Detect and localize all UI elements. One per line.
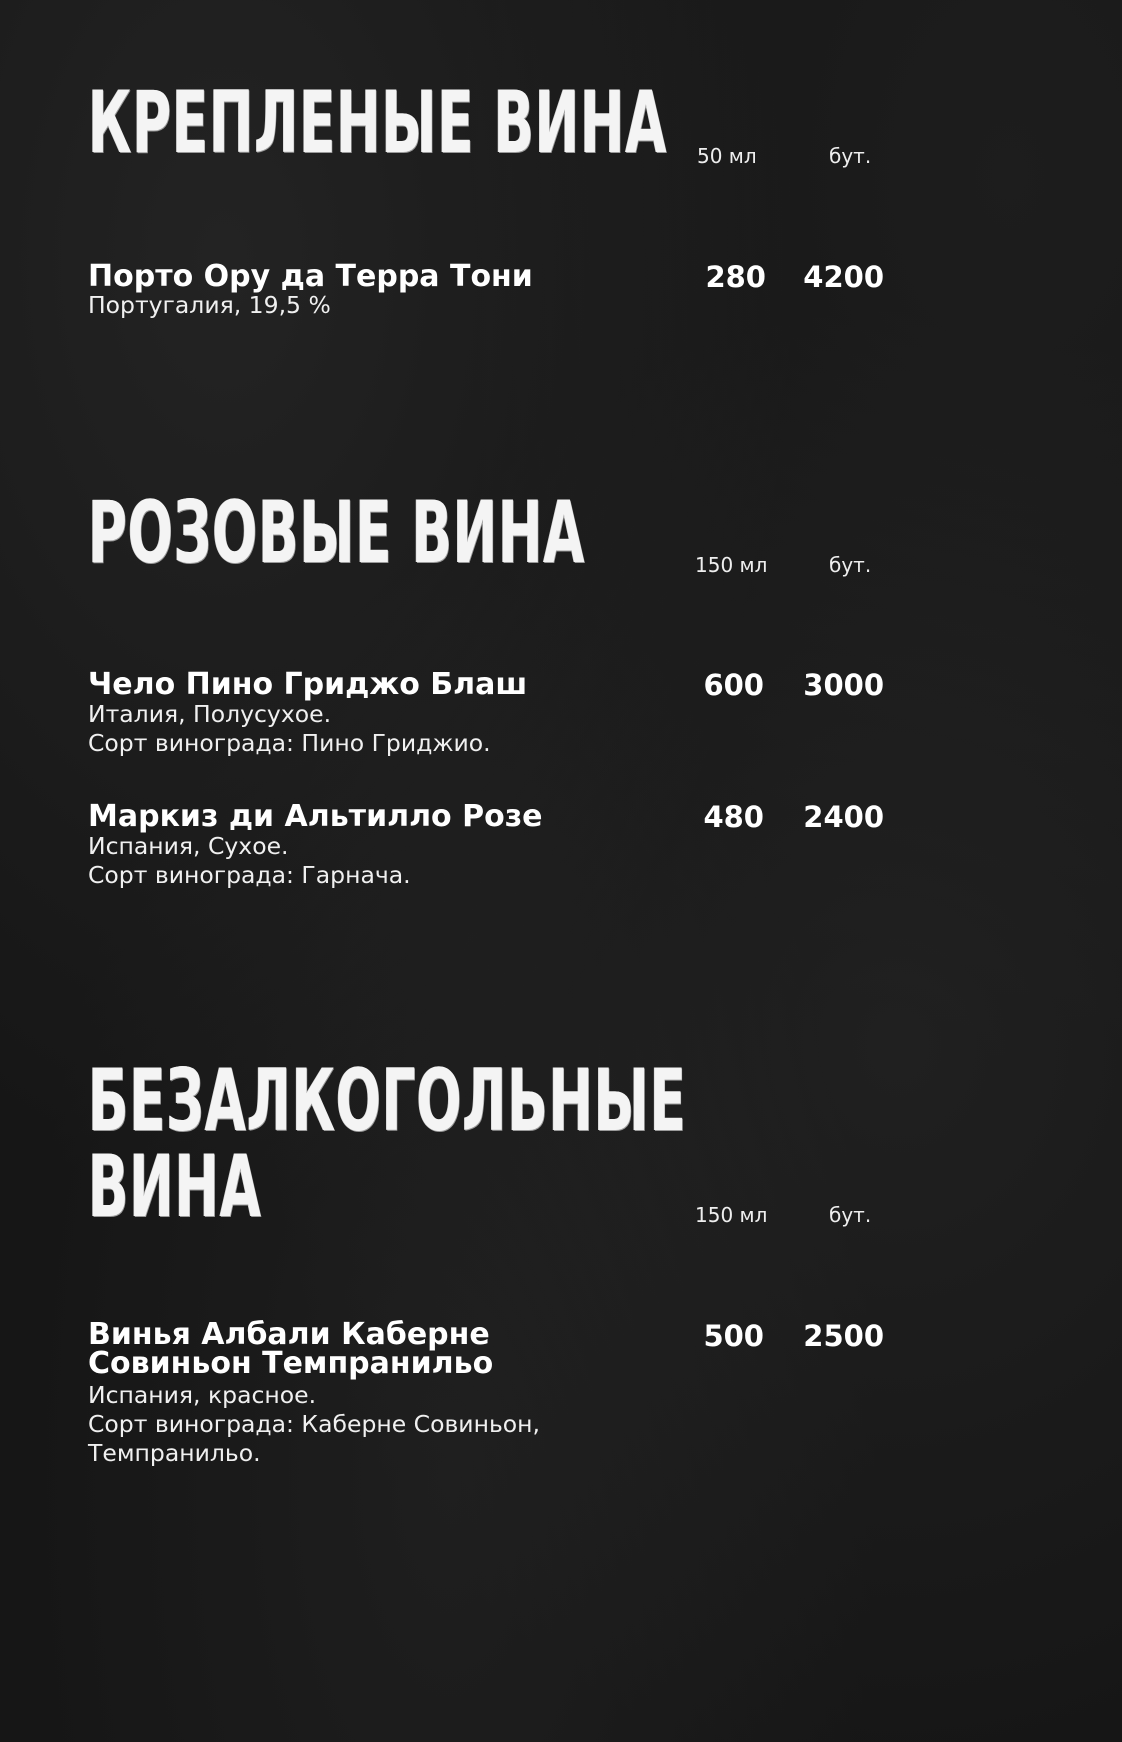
item-description: Сорт винограда: Пино Гриджио. [88, 729, 491, 757]
item-description: Темпранильо. [88, 1439, 261, 1467]
price-glass: 480 [703, 800, 764, 834]
column-header-glass: 150 мл [695, 553, 768, 577]
price-glass: 600 [703, 668, 764, 702]
column-header-glass: 150 мл [695, 1203, 768, 1227]
item-name: Винья Албали Каберне [88, 1317, 490, 1352]
column-header-glass: 50 мл [697, 144, 757, 168]
price-bottle: 2500 [803, 1319, 884, 1353]
item-name: Чело Пино Гриджо Блаш [88, 667, 528, 702]
item-description: Испания, красное. [88, 1381, 317, 1409]
price-bottle: 2400 [803, 800, 884, 834]
section-title-rose-wines: РОЗОВЫЕ ВИНА [88, 483, 586, 583]
item-description: Испания, Сухое. [88, 832, 289, 860]
section-title-non-alcoholic-wines: БЕЗАЛКОГОЛЬНЫЕ [88, 1051, 687, 1151]
section-title-non-alcoholic-wines-line2: ВИНА [88, 1137, 262, 1237]
item-name-line2: Совиньон Темпранильо [88, 1346, 494, 1381]
item-description: Португалия, 19,5 % [88, 291, 331, 319]
item-description: Сорт винограда: Каберне Совиньон, [88, 1410, 541, 1438]
price-bottle: 4200 [803, 260, 884, 294]
item-description: Италия, Полусухое. [88, 700, 332, 728]
item-name: Порто Ору да Терра Тони [88, 259, 533, 294]
item-name: Маркиз ди Альтилло Розе [88, 799, 543, 834]
column-header-bottle: бут. [829, 144, 872, 168]
column-header-bottle: бут. [829, 1203, 872, 1227]
item-description: Сорт винограда: Гарнача. [88, 861, 411, 889]
price-glass: 500 [703, 1319, 764, 1353]
price-glass: 280 [705, 260, 766, 294]
price-bottle: 3000 [803, 668, 884, 702]
section-title-fortified-wines: КРЕПЛЕНЫЕ ВИНА [88, 73, 668, 173]
column-header-bottle: бут. [829, 553, 872, 577]
